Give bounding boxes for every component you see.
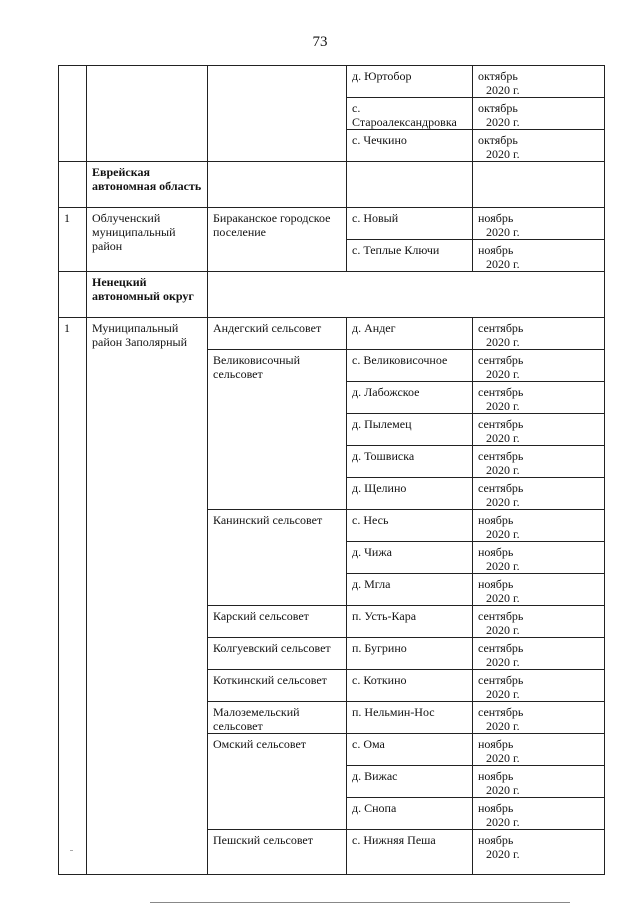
row-number-cell — [59, 162, 87, 208]
region-name-cell: Ненецкий автономный округ — [87, 272, 208, 318]
month-text: сентябрь — [478, 353, 524, 367]
year-text: 2020 г. — [486, 783, 520, 797]
year-text: 2020 г. — [486, 399, 520, 413]
year-text: 2020 г. — [486, 751, 520, 765]
month-text: сентябрь — [478, 321, 524, 335]
empty-cell — [347, 162, 473, 208]
row-number-cell — [59, 66, 87, 162]
locality-cell: с. Нижняя Пеша — [347, 830, 473, 875]
month-text: сентябрь — [478, 705, 524, 719]
month-text: сентябрь — [478, 673, 524, 687]
month-text: сентябрь — [478, 417, 524, 431]
table-row — [59, 318, 605, 350]
year-text: 2020 г. — [486, 719, 520, 733]
settlement-cell: Пешский сельсовет — [208, 830, 347, 875]
date-cell — [473, 606, 605, 638]
year-text: 2020 г. — [486, 559, 520, 573]
year-text: 2020 г. — [486, 367, 520, 381]
month-text: ноябрь — [478, 833, 514, 847]
settlement-cell: Омский сельсовет — [208, 734, 347, 830]
date-cell — [473, 240, 605, 272]
table-row — [59, 208, 605, 240]
date-cell — [473, 208, 605, 240]
settlement-cell: Андегский сельсовет — [208, 318, 347, 350]
district-cell — [87, 66, 208, 162]
locality-cell: п. Бугрино — [347, 638, 473, 670]
locality-cell: д. Мгла — [347, 574, 473, 606]
date-cell — [473, 130, 605, 162]
month-text: ноябрь — [478, 545, 514, 559]
page-edge-line — [150, 902, 570, 903]
settlement-cell — [208, 66, 347, 162]
locality-cell: с. Чечкино — [347, 130, 473, 162]
month-text: сентябрь — [478, 481, 524, 495]
locality-cell: д. Чижа — [347, 542, 473, 574]
settlement-cell: Малоземельский сельсовет — [208, 702, 347, 734]
locality-cell: д. Щелино — [347, 478, 473, 510]
region-header-row — [59, 162, 605, 208]
schedule-table — [58, 65, 605, 875]
month-text: ноябрь — [478, 513, 514, 527]
settlement-cell: Карский сельсовет — [208, 606, 347, 638]
date-cell — [473, 766, 605, 798]
settlement-cell: Канинский сельсовет — [208, 510, 347, 606]
district-cell: Муниципальный район Заполярный — [87, 318, 208, 875]
region-header-row — [59, 272, 605, 318]
date-cell — [473, 734, 605, 766]
year-text: 2020 г. — [486, 463, 520, 477]
locality-cell: с. Великовисочное — [347, 350, 473, 382]
year-text: 2020 г. — [486, 335, 520, 349]
month-text: ноябрь — [478, 243, 514, 257]
month-text: ноябрь — [478, 737, 514, 751]
row-number-cell: 1 — [59, 208, 87, 272]
empty-cell — [208, 272, 605, 318]
year-text: 2020 г. — [486, 591, 520, 605]
date-cell — [473, 66, 605, 98]
page-number: 73 — [312, 34, 328, 50]
locality-cell: с. Теплые Ключи — [347, 240, 473, 272]
month-text: октябрь — [478, 101, 518, 115]
settlement-cell: Коткинский сельсовет — [208, 670, 347, 702]
month-text: октябрь — [478, 133, 518, 147]
settlement-cell: Колгуевский сельсовет — [208, 638, 347, 670]
month-text: сентябрь — [478, 641, 524, 655]
empty-cell — [473, 162, 605, 208]
locality-cell: д. Вижас — [347, 766, 473, 798]
date-cell — [473, 542, 605, 574]
year-text: 2020 г. — [486, 431, 520, 445]
year-text: 2020 г. — [486, 815, 520, 829]
year-text: 2020 г. — [486, 655, 520, 669]
row-number-cell: 1 — [59, 318, 87, 875]
settlement-cell: Великовисочный сельсовет — [208, 350, 347, 510]
year-text: 2020 г. — [486, 847, 520, 861]
month-text: ноябрь — [478, 211, 514, 225]
district-cell: Облученский муниципальный район — [87, 208, 208, 272]
locality-cell: д. Тошвиска — [347, 446, 473, 478]
year-text: 2020 г. — [486, 623, 520, 637]
year-text: 2020 г. — [486, 225, 520, 239]
year-text: 2020 г. — [486, 687, 520, 701]
date-cell — [473, 382, 605, 414]
locality-cell: д. Лабожское — [347, 382, 473, 414]
locality-cell: д. Андег — [347, 318, 473, 350]
row-number-cell — [59, 272, 87, 318]
locality-cell: с. Новый — [347, 208, 473, 240]
table-row — [59, 66, 605, 98]
date-cell — [473, 478, 605, 510]
date-cell — [473, 638, 605, 670]
month-text: октябрь — [478, 69, 518, 83]
date-cell — [473, 98, 605, 130]
year-text: 2020 г. — [486, 147, 520, 161]
date-cell — [473, 798, 605, 830]
year-text: 2020 г. — [486, 83, 520, 97]
month-text: сентябрь — [478, 609, 524, 623]
date-cell — [473, 414, 605, 446]
date-cell — [473, 446, 605, 478]
year-text: 2020 г. — [486, 495, 520, 509]
locality-cell: п. Усть-Кара — [347, 606, 473, 638]
locality-cell: д. Юртобор — [347, 66, 473, 98]
month-text: ноябрь — [478, 801, 514, 815]
locality-cell: п. Нельмин-Нос — [347, 702, 473, 734]
date-cell — [473, 510, 605, 542]
date-cell — [473, 670, 605, 702]
region-name-cell: Еврейская автономная область — [87, 162, 208, 208]
locality-cell: с. Староалександровка — [347, 98, 473, 130]
year-text: 2020 г. — [486, 257, 520, 271]
date-cell — [473, 574, 605, 606]
locality-cell: д. Снопа — [347, 798, 473, 830]
year-text: 2020 г. — [486, 115, 520, 129]
year-text: 2020 г. — [486, 527, 520, 541]
locality-cell: с. Коткино — [347, 670, 473, 702]
month-text: ноябрь — [478, 769, 514, 783]
date-cell — [473, 830, 605, 875]
locality-cell: д. Пылемец — [347, 414, 473, 446]
month-text: сентябрь — [478, 449, 524, 463]
month-text: сентябрь — [478, 385, 524, 399]
scan-speck — [70, 850, 73, 851]
date-cell — [473, 318, 605, 350]
month-text: ноябрь — [478, 577, 514, 591]
date-cell — [473, 702, 605, 734]
locality-cell: с. Несь — [347, 510, 473, 542]
settlement-cell: Бираканское городское поселение — [208, 208, 347, 272]
date-cell — [473, 350, 605, 382]
empty-cell — [208, 162, 347, 208]
locality-cell: с. Ома — [347, 734, 473, 766]
